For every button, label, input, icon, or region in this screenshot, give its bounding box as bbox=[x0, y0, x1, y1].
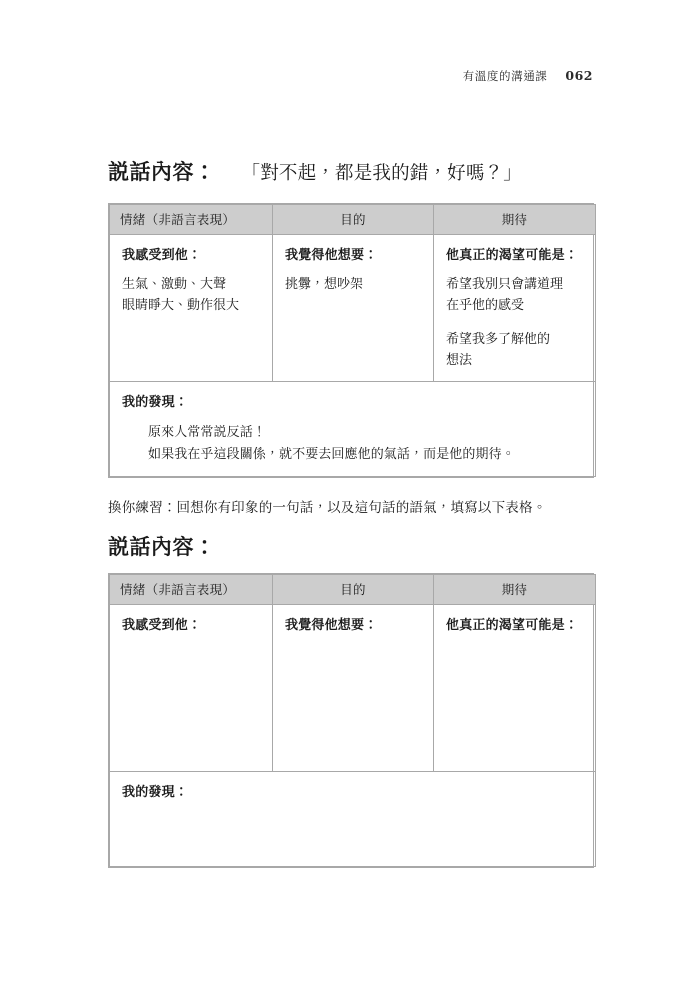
column-header-expectation: 期待 bbox=[434, 205, 596, 235]
answer-expectation-line-1: 希望我別只會講道理 bbox=[446, 277, 564, 293]
answer-findings bbox=[148, 422, 583, 466]
speech-content-label: 説話內容： bbox=[108, 160, 216, 184]
speech-content-title-example bbox=[108, 156, 522, 186]
findings-line-2: 如果我在乎這段關係，就不要去回應他的氣話，而是他的期待。 bbox=[148, 447, 515, 463]
speech-content-title-practice bbox=[108, 531, 242, 561]
answer-emotion-line-2: 眼睛睜大、動作很大 bbox=[122, 298, 240, 314]
cell-purpose bbox=[273, 235, 434, 382]
prompt-findings: 我的發現： bbox=[122, 785, 189, 800]
table-header-row bbox=[110, 575, 596, 605]
answer-emotion bbox=[122, 274, 260, 316]
table-findings-row bbox=[110, 772, 596, 867]
answer-expectation-line-2: 在乎他的感受 bbox=[446, 298, 525, 314]
answer-purpose bbox=[285, 274, 421, 295]
answer-purpose-line-1: 挑釁，想吵架 bbox=[285, 277, 364, 293]
column-header-emotion: 情緒（非語言表現） bbox=[110, 575, 273, 605]
answer-expectation-line-4: 想法 bbox=[446, 353, 473, 369]
answer-expectation-line-3: 希望我多了解他的 bbox=[446, 332, 551, 348]
table-row bbox=[110, 605, 596, 772]
findings-line-1: 原來人常常説反話！ bbox=[148, 425, 266, 441]
column-header-purpose: 目的 bbox=[273, 575, 434, 605]
prompt-purpose: 我覺得他想要： bbox=[285, 248, 378, 263]
prompt-expectation: 他真正的渴望可能是： bbox=[446, 248, 579, 263]
prompt-purpose: 我覺得他想要： bbox=[285, 618, 378, 633]
cell-findings-blank[interactable] bbox=[110, 772, 596, 867]
prompt-expectation: 他真正的渴望可能是： bbox=[446, 618, 579, 633]
table-findings-row bbox=[110, 382, 596, 477]
running-header-book-title: 有溫度的溝通課 bbox=[462, 69, 548, 83]
speech-content-quote: 「對不起，都是我的錯，好嗎？」 bbox=[241, 163, 523, 184]
cell-expectation-blank[interactable] bbox=[434, 605, 596, 772]
practice-instruction: 換你練習：回想你有印象的一句話，以及這句話的語氣，填寫以下表格。 bbox=[108, 500, 547, 516]
column-header-purpose: 目的 bbox=[273, 205, 434, 235]
prompt-findings: 我的發現： bbox=[122, 395, 189, 411]
column-header-emotion: 情緒（非語言表現） bbox=[110, 205, 273, 235]
answer-expectation bbox=[446, 274, 583, 371]
running-header bbox=[463, 68, 593, 84]
page-number: 062 bbox=[565, 68, 593, 83]
table-row bbox=[110, 235, 596, 382]
prompt-emotion: 我感受到他： bbox=[122, 248, 202, 263]
column-header-expectation: 期待 bbox=[434, 575, 596, 605]
cell-emotion-blank[interactable] bbox=[110, 605, 273, 772]
cell-purpose-blank[interactable] bbox=[273, 605, 434, 772]
cell-emotion bbox=[110, 235, 273, 382]
worksheet-table-practice[interactable] bbox=[108, 573, 594, 868]
table-header-row bbox=[110, 205, 596, 235]
cell-findings bbox=[110, 382, 596, 477]
prompt-emotion: 我感受到他： bbox=[122, 618, 202, 633]
speech-content-label-practice: 説話內容： bbox=[108, 535, 216, 559]
answer-emotion-line-1: 生氣、激動、大聲 bbox=[122, 277, 227, 293]
cell-expectation bbox=[434, 235, 596, 382]
worksheet-table-example bbox=[108, 203, 594, 478]
